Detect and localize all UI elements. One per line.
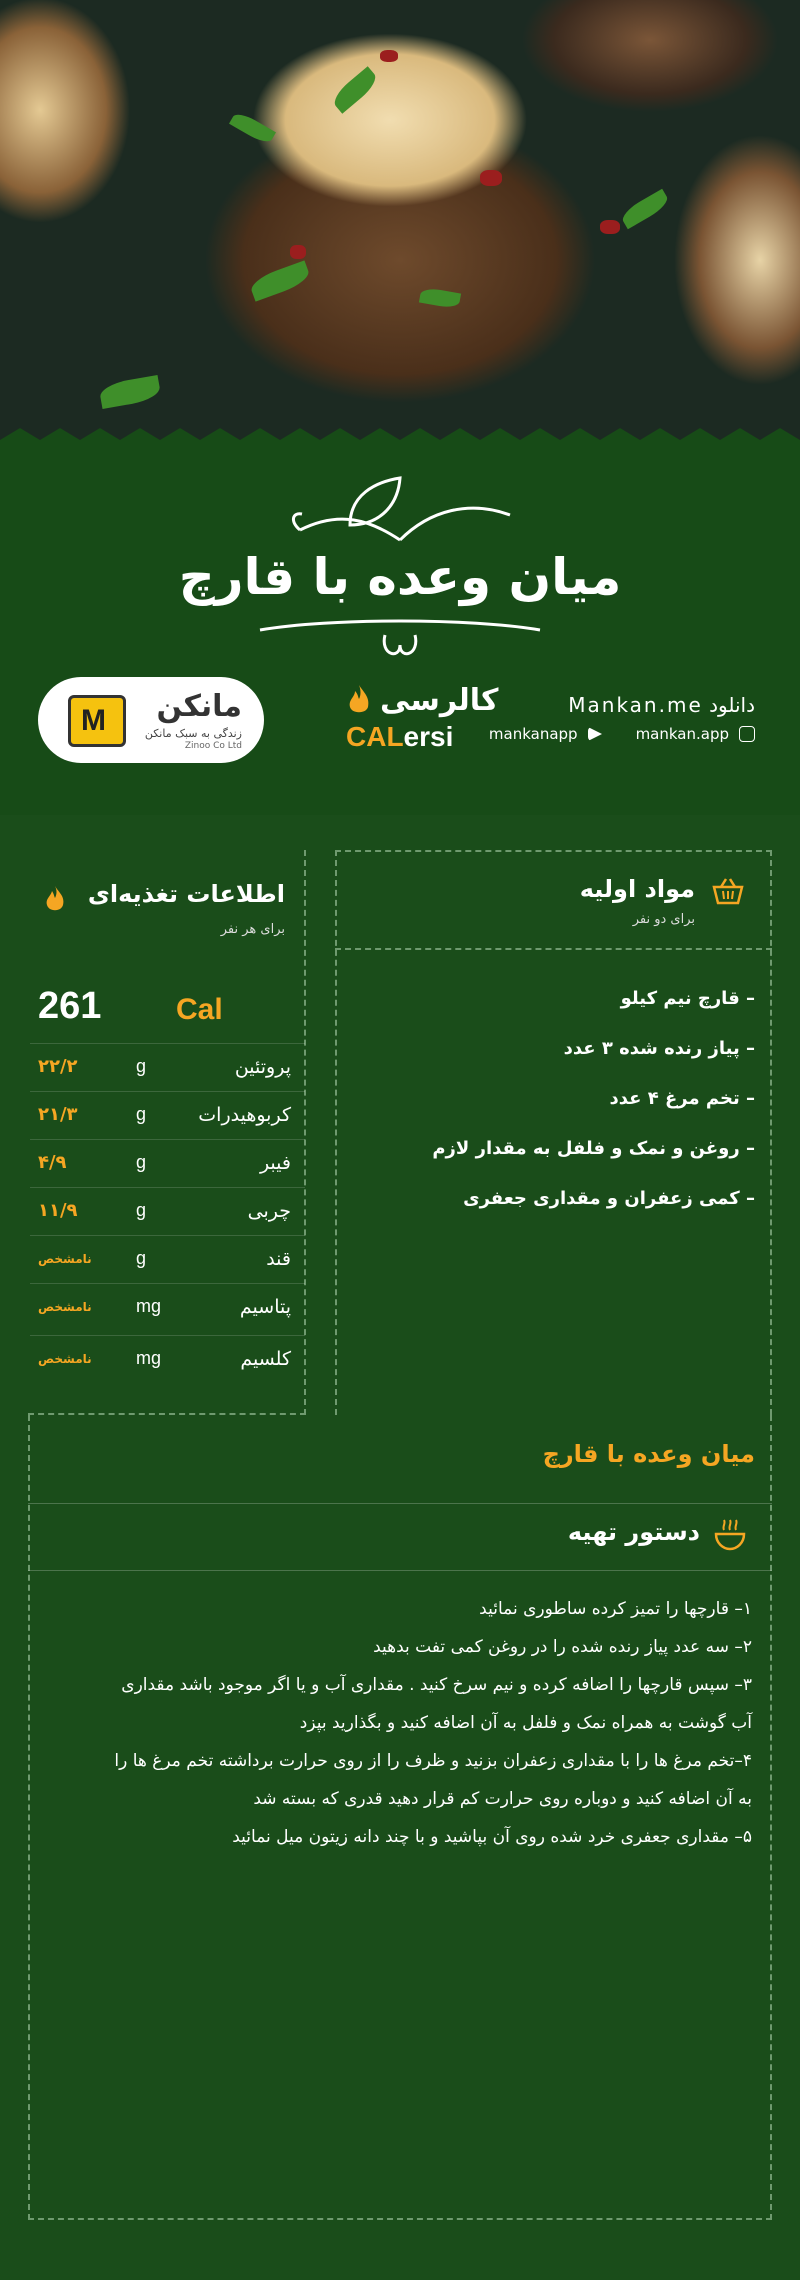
step-line: ۲– سه عدد پیاز رنده شده را در روغن کمی تفت بدهید bbox=[373, 1637, 752, 1657]
nutrition-row bbox=[30, 1043, 305, 1091]
bowl-icon bbox=[712, 1516, 748, 1552]
title-section bbox=[0, 460, 800, 660]
herb-decoration bbox=[619, 189, 671, 230]
preparation-title: دستور تهیه bbox=[567, 1518, 700, 1546]
nutrient-label: پروتئین bbox=[234, 1056, 291, 1078]
instagram-handle[interactable]: mankan.app bbox=[635, 725, 729, 743]
logo-name: مانکن bbox=[156, 689, 242, 724]
nutrient-unit: mg bbox=[136, 1348, 162, 1368]
flame-icon bbox=[44, 884, 66, 914]
logo-company: Zinoo Co Ltd bbox=[184, 741, 242, 751]
nutrition-title: اطلاعات تغذیه‌ای bbox=[87, 880, 285, 908]
calersi-rest: ersi bbox=[403, 721, 454, 752]
nutrition-row bbox=[30, 1139, 305, 1187]
nutrient-label: چربی bbox=[247, 1200, 291, 1222]
nutrition-row bbox=[30, 1283, 305, 1331]
list-item: – روغن و نمک و فلفل به مقدار لازم bbox=[432, 1138, 755, 1159]
calersi-persian: کالرسی bbox=[380, 683, 499, 718]
step-line: آب گوشت به همراه نمک و فلفل به آن اضافه کنید و بگذارید بپزد bbox=[299, 1713, 752, 1733]
nutrient-label: فیبر bbox=[259, 1152, 291, 1174]
ingredients-subtitle: برای دو نفر bbox=[632, 912, 695, 927]
divider bbox=[28, 1570, 772, 1571]
nutrition-row bbox=[30, 1235, 305, 1283]
nutrient-unit: g bbox=[136, 1200, 147, 1220]
nutrient-value: ۲۱/۳ bbox=[38, 1104, 78, 1125]
nutrient-value: ۴/۹ bbox=[38, 1152, 67, 1173]
nutrient-unit: g bbox=[136, 1152, 147, 1172]
list-item: – قارچ نیم کیلو bbox=[620, 988, 755, 1009]
nutrient-value: نامشخص bbox=[38, 1300, 92, 1314]
flame-icon bbox=[346, 683, 372, 717]
leaf-ornament-icon bbox=[280, 470, 520, 550]
pepper-decoration bbox=[480, 170, 502, 186]
mankan-logo-badge-icon: M bbox=[68, 695, 126, 747]
zigzag-divider bbox=[0, 420, 800, 460]
nutrition-subtitle: برای هر نفر bbox=[220, 922, 285, 937]
pepper-decoration bbox=[380, 50, 398, 62]
logo-tagline: زندگی به سبک مانکن bbox=[144, 727, 242, 740]
telegram-handle[interactable]: mankanapp bbox=[488, 725, 578, 743]
pepper-decoration bbox=[290, 245, 306, 259]
nutrient-unit: mg bbox=[136, 1296, 162, 1316]
list-item: – پیاز رنده شده ۳ عدد bbox=[563, 1038, 755, 1059]
recipe-name: میان وعده با قارچ bbox=[542, 1440, 755, 1468]
list-item: – کمی زعفران و مقداری جعفری bbox=[463, 1188, 755, 1209]
download-label[interactable]: دانلود Mankan.me bbox=[568, 693, 755, 717]
nutrient-unit: g bbox=[136, 1248, 147, 1268]
step-line: ۳– سپس قارچها را اضافه کرده و نیم سرخ کنید . مقداری آب و یا اگر موجود باشد مقداری bbox=[121, 1675, 752, 1695]
nutrition-row bbox=[30, 1335, 305, 1383]
nutrient-label: پتاسیم bbox=[239, 1296, 291, 1318]
calersi-logo[interactable] bbox=[340, 675, 499, 765]
social-links bbox=[489, 725, 755, 743]
title-underline-ornament-icon bbox=[250, 610, 550, 670]
preparation-steps bbox=[47, 1590, 752, 1856]
calories-value: 261 bbox=[38, 985, 102, 1027]
page-title: میان وعده با قارچ bbox=[178, 548, 622, 606]
nutrient-unit: g bbox=[136, 1056, 147, 1076]
herb-decoration bbox=[229, 110, 276, 146]
telegram-icon bbox=[588, 727, 602, 741]
nutrient-unit: g bbox=[136, 1104, 147, 1124]
basket-icon bbox=[711, 876, 745, 906]
step-line: ۱– قارچها را تمیز کرده ساطوری نمائید bbox=[479, 1599, 752, 1619]
list-item: – تخم مرغ ۴ عدد bbox=[609, 1088, 755, 1109]
herb-decoration bbox=[329, 66, 380, 113]
herb-decoration bbox=[98, 375, 161, 409]
calories-row bbox=[38, 985, 300, 1035]
step-line: به آن اضافه کنید و دوباره روی حرارت کم قرار دهید قدری که بسته شد bbox=[253, 1789, 752, 1809]
step-line: ۴–تخم مرغ ها را با مقداری زعفران بزنید و ظرف را از روی حرارت برداشته تخم مرغ ها را bbox=[114, 1751, 752, 1771]
nutrient-value: ۲۲/۲ bbox=[38, 1056, 78, 1077]
ingredients-header-box bbox=[335, 850, 772, 950]
nutrition-row bbox=[30, 1091, 305, 1139]
herb-decoration bbox=[248, 260, 312, 301]
pepper-decoration bbox=[600, 220, 620, 234]
hero-food-photo bbox=[0, 0, 800, 440]
nutrient-label: قند bbox=[266, 1248, 291, 1270]
divider bbox=[28, 1503, 772, 1504]
calories-unit: Cal bbox=[176, 993, 223, 1026]
ingredients-list bbox=[365, 985, 755, 1235]
nutrient-label: کلسیم bbox=[240, 1348, 291, 1370]
nutrient-value: نامشخص bbox=[38, 1352, 92, 1366]
step-line: ۵– مقداری جعفری خرد شده روی آن بپاشید و با چند دانه زیتون میل نمائید bbox=[232, 1827, 752, 1847]
calersi-accent: CAL bbox=[346, 721, 404, 752]
ingredients-title: مواد اولیه bbox=[579, 875, 695, 903]
nutrient-value: نامشخص bbox=[38, 1252, 92, 1266]
herb-decoration bbox=[419, 287, 461, 310]
nutrition-row bbox=[30, 1187, 305, 1235]
brand-row bbox=[0, 675, 800, 775]
calersi-latin bbox=[346, 721, 453, 753]
mankan-logo[interactable] bbox=[38, 677, 264, 763]
instagram-icon bbox=[739, 726, 755, 742]
nutrient-label: کربوهیدرات bbox=[198, 1104, 291, 1126]
nutrient-value: ۱۱/۹ bbox=[38, 1200, 78, 1221]
